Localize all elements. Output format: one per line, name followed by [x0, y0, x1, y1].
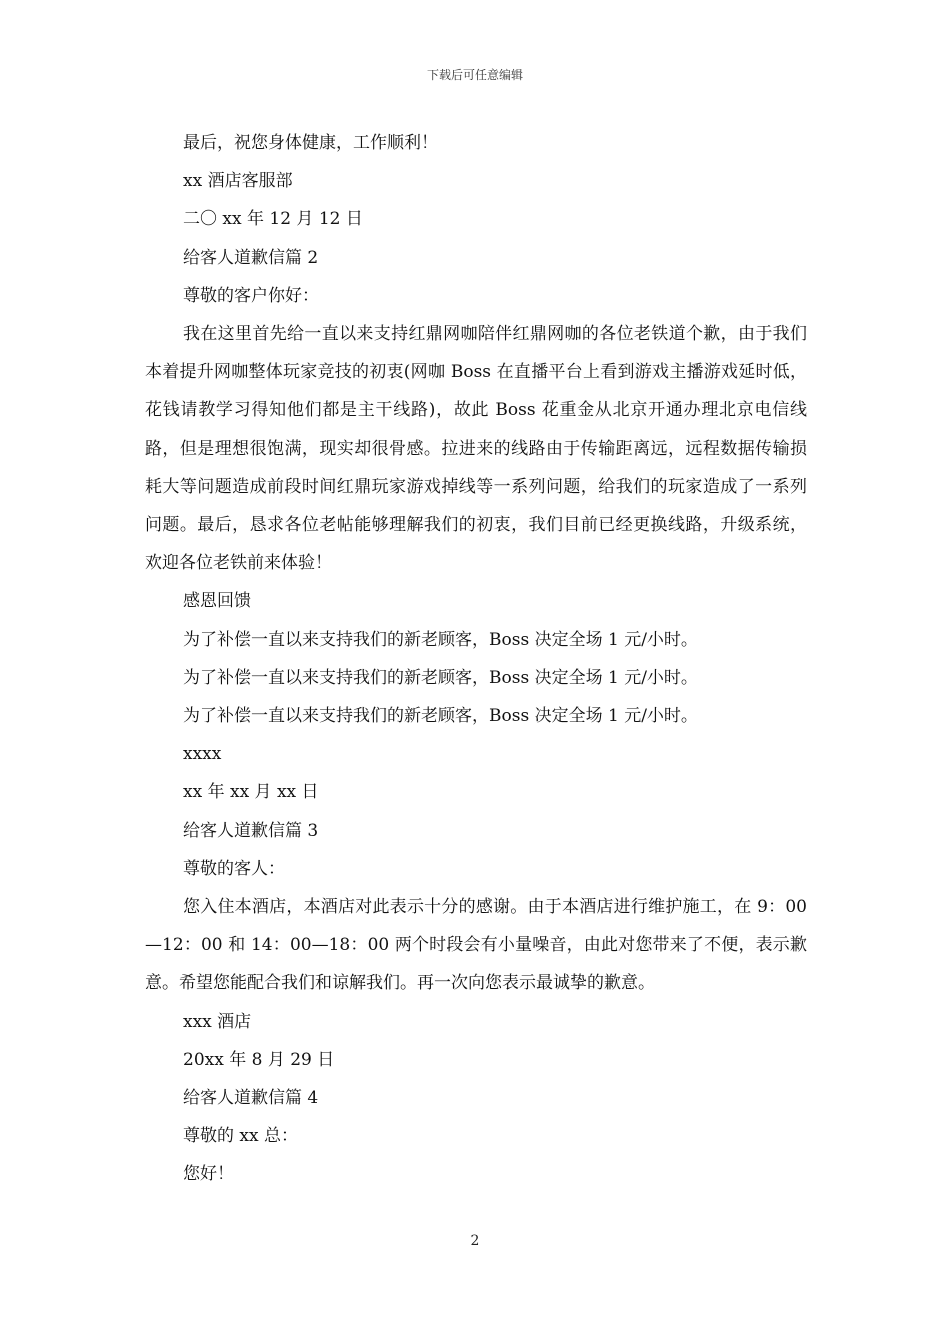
greeting-4: 您好！ [183, 1164, 234, 1185]
signature-date: 二〇 xx 年 12 月 12 日 [183, 209, 363, 230]
signature-date-3: 20xx 年 8 月 29 日 [183, 1049, 335, 1070]
closing-wish: 最后，祝您身体健康，工作顺利！ [183, 133, 438, 153]
body-paragraph-3: 您入住本酒店，本酒店对此表示十分的感谢。由于本酒店进行维护施工，在 9：00—12：00 和 14：00—18：00 两个时段会有小量噪音，由此对您带来了不便，表示歉意。希望您能配合我们和谅解我们。再一次向您表示最诚挚的歉意。 [145, 897, 807, 994]
body-paragraph-2: 我在这里首先给一直以来支持红鼎网咖陪伴红鼎网咖的各位老铁道个歉，由于我们本着提升网咖整体玩家竞技的初衷(网咖 Boss 在直播平台上看到游戏主播游戏延时低，花钱请教学习得知他们都是主干线路)，故此 Boss 花重金从北京开通办理北京电信线路，但是理想很饱满，现实却很骨感。拉进来的线路由于传输距离远，远程数据传输损耗大等问题造成前段时间红鼎玩家游戏掉线等一系列问题，给我们的玩家造成了一系列问题。最后，恳求各位老帖能够理解我们的初衷，我们目前已经更换线路，升级系统，欢迎各位老铁前来体验！ [145, 324, 807, 574]
document-body [145, 124, 807, 1194]
offer-line-1: 为了补偿一直以来支持我们的新老顾客，Boss 决定全场 1 元/小时。 [183, 629, 698, 650]
section-title-3: 给客人道歉信篇 3 [183, 820, 319, 841]
signature-sender: xx 酒店客服部 [183, 171, 293, 192]
page-number: 2 [470, 1233, 480, 1249]
offer-line-3: 为了补偿一直以来支持我们的新老顾客，Boss 决定全场 1 元/小时。 [183, 706, 698, 727]
section-title-4: 给客人道歉信篇 4 [183, 1088, 319, 1109]
page-header-note: 下载后可任意编辑 [426, 68, 523, 82]
salutation-2: 尊敬的客户你好： [183, 285, 319, 306]
subheading-feedback: 感恩回馈 [183, 591, 251, 612]
salutation-4: 尊敬的 xx 总： [183, 1126, 298, 1147]
signature-sender-2: xxxx [183, 744, 222, 765]
section-title-2: 给客人道歉信篇 2 [183, 247, 319, 268]
signature-date-2: xx 年 xx 月 xx 日 [183, 782, 319, 803]
salutation-3: 尊敬的客人： [183, 858, 285, 879]
offer-line-2: 为了补偿一直以来支持我们的新老顾客，Boss 决定全场 1 元/小时。 [183, 667, 698, 688]
signature-sender-3: xxx 酒店 [183, 1011, 252, 1032]
